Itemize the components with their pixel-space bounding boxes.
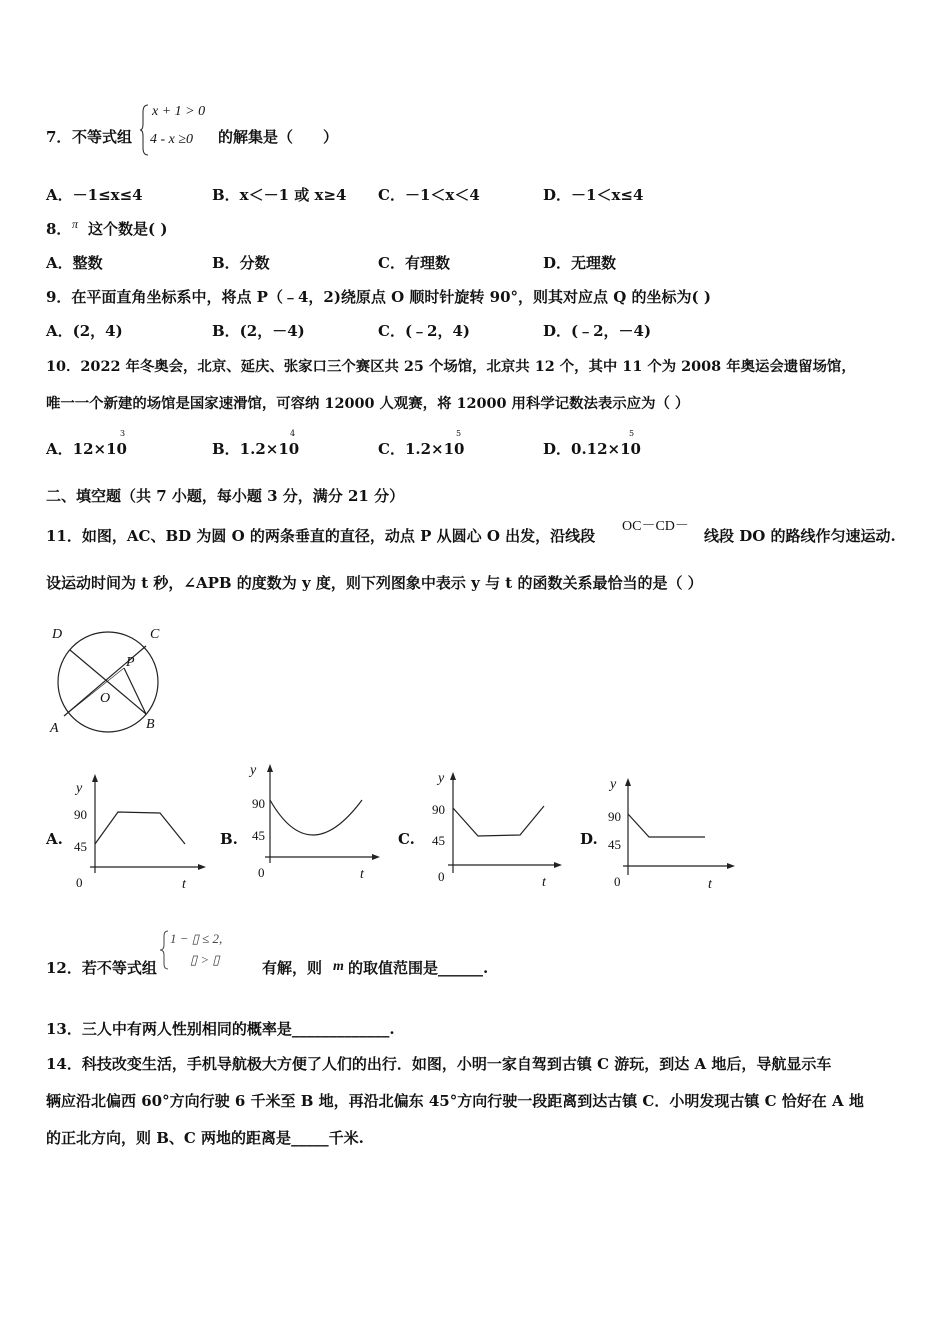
q8-pi-symbol: π xyxy=(72,217,79,231)
circle-label-o: O xyxy=(100,691,111,706)
q14-line2: 辆应沿北偏西 60°方向行驶 6 千米至 B 地，再沿北偏东 45°方向行驶一段距离到达古镇 C．小明发现古镇 C 恰好在 A 地 xyxy=(46,1092,864,1110)
graph-d-y: y xyxy=(610,777,617,792)
graph-a-t-arrow xyxy=(198,864,206,870)
q9-option-c: C．(﹣2，4) xyxy=(378,322,471,340)
q7-prefix: 不等式组 xyxy=(72,128,133,146)
circle-label-b: B xyxy=(146,717,155,732)
graph-d-t: t xyxy=(708,877,712,892)
graph-c-y: y xyxy=(438,771,445,786)
graph-a-t: t xyxy=(182,877,186,892)
graph-c-0: 0 xyxy=(438,869,445,884)
q10-option-d xyxy=(543,429,641,458)
graph-b xyxy=(250,760,390,870)
q7-brace-icon xyxy=(140,104,150,156)
q11-line1-a: 11．如图，AC、BD 为圆 O 的两条垂直的直径，动点 P 从圆心 O 出发，沿线段 xyxy=(46,527,596,545)
graph-b-y-arrow xyxy=(267,764,273,772)
graph-b-90: 90 xyxy=(252,796,265,811)
circle-label-a: A xyxy=(50,721,59,736)
graph-d-0: 0 xyxy=(614,874,621,889)
q14-line3: 的正北方向，则 B、C 两地的距离是_____千米. xyxy=(46,1129,364,1147)
graph-a-y-arrow xyxy=(92,774,98,782)
q12-text-c: 的取值范围是______. xyxy=(348,959,489,977)
q10-option-b-exp: 4 xyxy=(290,429,296,438)
circle-label-d: D xyxy=(52,627,63,642)
q11-line1-b: 线段 DO 的路线作匀速运动. xyxy=(704,527,896,545)
circle-label-c: C xyxy=(150,627,160,642)
graph-c-t-arrow xyxy=(554,862,562,868)
q8-option-d: D．无理数 xyxy=(543,254,617,272)
q8-option-a: A．整数 xyxy=(46,254,103,272)
circle-label-p: P xyxy=(126,655,135,670)
graph-b-0: 0 xyxy=(258,865,265,880)
graph-b-curve xyxy=(270,800,362,835)
q7-system-line2: 4 - x ≥0 xyxy=(150,132,194,147)
q11-line2: 设运动时间为 t 秒，∠APB 的度数为 y 度，则下列图象中表示 y 与 t 的函数关系最恰当的是（ ） xyxy=(46,574,703,592)
graph-a-0: 0 xyxy=(76,875,83,890)
q8-option-c: C．有理数 xyxy=(378,254,450,272)
graph-a-label: A. xyxy=(46,830,63,848)
q10-option-d-exp: 5 xyxy=(629,429,635,438)
q9-option-d: D．(﹣2，－4) xyxy=(543,322,652,340)
q7-option-c: C．－1＜x＜4 xyxy=(378,186,480,204)
graph-c-90: 90 xyxy=(432,802,445,817)
graph-d-90: 90 xyxy=(608,809,621,824)
q7-option-b: B．x＜－1 或 x≥4 xyxy=(212,186,347,204)
q8-text: 这个数是( ) xyxy=(88,220,168,238)
q10-option-d-base: D．0.12×10 xyxy=(543,440,641,458)
graph-d-45: 45 xyxy=(608,837,621,852)
q10-option-c xyxy=(378,429,465,458)
q10-option-b xyxy=(212,429,300,458)
q14-line1: 14．科技改变生活，手机导航极大方便了人们的出行．如图，小明一家自驾到古镇 C 游玩，到达 A 地后，导航显示车 xyxy=(46,1055,832,1073)
graph-a-90: 90 xyxy=(74,807,87,822)
q12-brace-icon xyxy=(160,930,170,970)
q10-line2: 唯一一个新建的场馆是国家速滑馆，可容纳 12000 人观赛，将 12000 用科学记数法表示应为（ ） xyxy=(46,395,690,412)
graph-b-t: t xyxy=(360,867,364,882)
q9-text: 9．在平面直角坐标系中，将点 P（﹣4，2)绕原点 O 顺时针旋转 90°，则其对应点 Q 的坐标为( ) xyxy=(46,288,711,306)
q7-number: 7． xyxy=(46,128,72,146)
q10-option-b-base: B．1.2×10 xyxy=(212,440,300,458)
graph-c-label: C. xyxy=(398,830,415,848)
section-2-heading: 二、填空题（共 7 小题，每小题 3 分，满分 21 分） xyxy=(46,487,405,505)
graph-c-t: t xyxy=(542,875,546,890)
q12-system-line1: 1 − ▯ ≤ 2, xyxy=(170,931,223,946)
segment-ap xyxy=(64,668,124,716)
q7-option-d: D．－1＜x≤4 xyxy=(543,186,644,204)
graph-b-45: 45 xyxy=(252,828,265,843)
graph-a-curve xyxy=(95,812,185,844)
q7-system-line1: x + 1 > 0 xyxy=(152,104,206,119)
q11-path-formula: OC－CD－ xyxy=(622,519,689,534)
q12-text-a: 12．若不等式组 xyxy=(46,959,157,977)
q10-option-a-base: A．12×10 xyxy=(46,440,127,458)
graph-c-curve xyxy=(453,806,544,836)
graph-c xyxy=(428,768,568,878)
q12-system-line2: ▯ > ▯ xyxy=(190,952,220,967)
q12-var-m: m xyxy=(333,959,344,974)
q10-option-c-exp: 5 xyxy=(456,429,462,438)
segment-pb xyxy=(124,668,146,714)
q10-line1: 10．2022 年冬奥会，北京、延庆、张家口三个赛区共 25 个场馆，北京共 12 个，其中 11 个为 2008 年奥运会遗留场馆， xyxy=(46,358,856,375)
q10-option-a xyxy=(46,429,127,458)
graph-b-t-arrow xyxy=(372,854,380,860)
graph-a-45: 45 xyxy=(74,839,87,854)
graph-d-y-arrow xyxy=(625,778,631,786)
q10-option-a-exp: 3 xyxy=(120,429,126,438)
q7-suffix: 的解集是（ ） xyxy=(218,128,339,146)
q9-option-b: B．(2，－4) xyxy=(212,322,305,340)
graph-b-label: B. xyxy=(220,830,238,848)
graph-d-curve xyxy=(628,814,705,837)
q13-text: 13．三人中有两人性别相同的概率是_____________. xyxy=(46,1020,395,1038)
graph-d-t-arrow xyxy=(727,863,735,869)
q10-option-c-base: C．1.2×10 xyxy=(378,440,465,458)
q9-option-a: A．(2，4) xyxy=(46,322,123,340)
graph-c-45: 45 xyxy=(432,833,445,848)
graph-b-y: y xyxy=(250,763,257,778)
q8-number: 8． xyxy=(46,220,72,238)
q7-option-a: A．－1≤x≤4 xyxy=(46,186,143,204)
q12-text-b: 有解，则 xyxy=(262,959,323,977)
graph-d xyxy=(605,770,745,880)
q8-option-b: B．分数 xyxy=(212,254,270,272)
graph-c-y-arrow xyxy=(450,772,456,780)
graph-d-label: D. xyxy=(580,830,598,848)
graph-a-y: y xyxy=(76,781,83,796)
graph-a xyxy=(60,770,210,880)
